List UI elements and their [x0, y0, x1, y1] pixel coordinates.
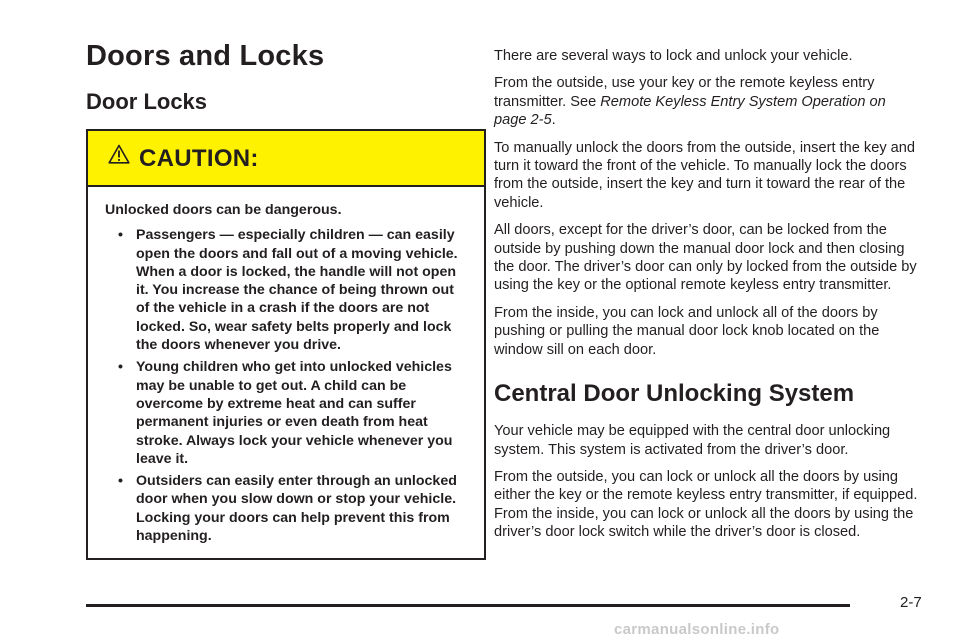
caution-body — [88, 187, 484, 545]
caution-header — [88, 131, 484, 187]
footer-rule — [86, 604, 850, 607]
bullet-icon: • — [118, 359, 123, 376]
caution-box — [86, 129, 486, 560]
section-title-central-door-unlocking: Central Door Unlocking System — [494, 380, 855, 408]
cross-reference: Remote Keyless Entry System Operation on page 2-5 — [494, 93, 886, 129]
page-title: Doors and Locks — [86, 40, 325, 72]
warning-triangle-icon — [108, 144, 130, 164]
watermark: carmanualsonline.info — [614, 621, 780, 638]
caution-bullet: • Young children who get into unlocked vehicles may be unable to get out. A child can be overcome by extreme heat and can suffer permanent injuries or even death from heat stroke. Always lock your vehicle whenever you leave it. — [118, 359, 453, 467]
caution-lead: Unlocked doors can be dangerous. — [105, 202, 342, 218]
paragraph: To manually unlock the doors from the outside, insert the key and turn it toward the front of the vehicle. To manually lock the doors from the outside, insert the key and turn it toward the rear of the vehicle. — [494, 139, 916, 211]
paragraph: From the outside, use your key or the remote keyless entry transmitter. See Remote Keyless Entry System Operation on page 2-5. — [494, 75, 886, 129]
right-column — [494, 47, 920, 551]
bullet-icon: • — [118, 473, 123, 490]
caution-bullet-list — [105, 226, 468, 545]
caution-title: CAUTION: — [139, 145, 259, 172]
caution-bullet: • Outsiders can easily enter through an unlocked door when you slow down or stop your vehicle. Locking your doors can help prevent this from happening. — [118, 473, 457, 545]
page-number: 2-7 — [900, 594, 922, 611]
paragraph: There are several ways to lock and unlock your vehicle. — [494, 48, 853, 64]
paragraph: From the outside, you can lock or unlock all the doors by using either the key or the remote keyless entry transmitter, if equipped. From the inside, you can lock or unlock all the doors by using the driver’s door lock switch while the driver’s door is closed. — [494, 468, 918, 541]
caution-bullet: • Passengers — especially children — can easily open the doors and fall out of a moving vehicle. When a door is locked, the handle will not open it. You increase the chance of being thrown out of the vehicle in a crash if the doors are not locked. So, wear safety belts properly and lock the doors whenever you drive. — [118, 227, 458, 354]
paragraph: Your vehicle may be equipped with the central door unlocking system. This system is activated from the driver’s door. — [494, 423, 891, 458]
bullet-icon: • — [118, 227, 123, 244]
paragraph: From the inside, you can lock and unlock all of the doors by pushing or pulling the manual door lock knob located on the window sill on each door. — [494, 304, 880, 358]
paragraph: All doors, except for the driver’s door, can be locked from the outside by pushing down the manual door lock and then closing the door. The driver’s door can only by locked from the outside by using the key or the optional remote keyless entry transmitter. — [494, 222, 917, 294]
section-title-door-locks: Door Locks — [86, 89, 208, 114]
